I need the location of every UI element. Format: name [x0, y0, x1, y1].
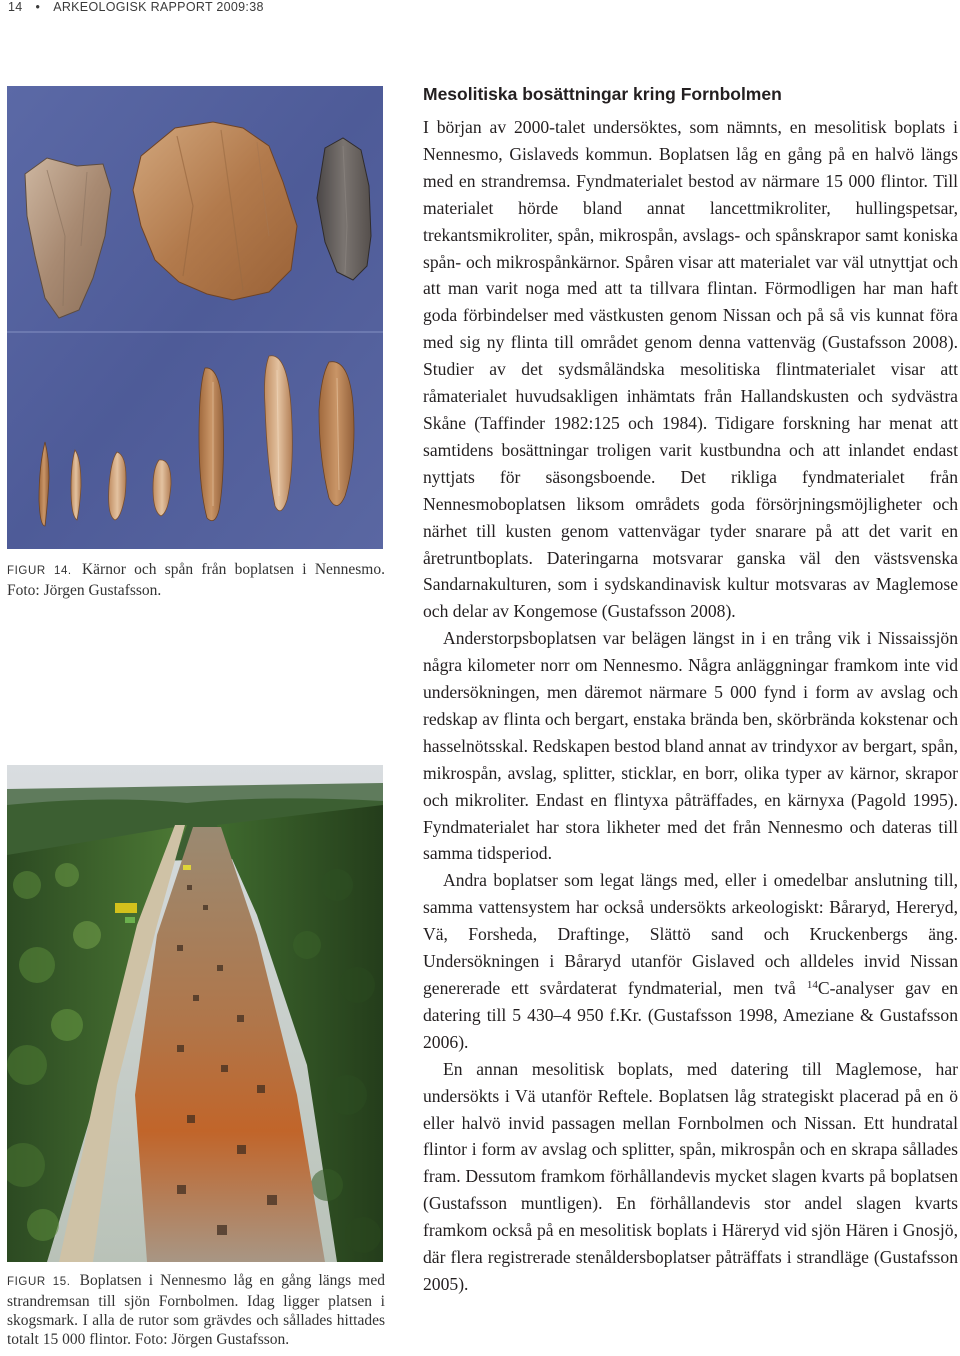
paragraph-2: Anderstorpsboplatsen var belägen längst in i en trång vik i Nissaissjön några kilometer norr om Nennesmo. Några anläggningar framkom inte vid undersökningen, men däremot närmare 5 000 fynd i form av avslag och redskap av flinta och bergart, enstaka brända ben, skörbrända kokstenar och hasselnötsskal. Redskapen bestod bland annat av trindyxor av bergart, spån, mikrospån, avslag, splitter, sticklar, en borr, olika typer av kärnor, skrapor och mikroliter. Endast en flintyxa påträffades, en kärnyxa (Pagold 1995). Fyndmaterialet har stora likheter med det från Nennesmo och dateras till samma tidsperiod. [423, 628, 958, 864]
figure-14-label: FIGUR 14. [7, 565, 72, 577]
running-head [8, 0, 264, 14]
section-heading: Mesolitiska bosättningar kring Fornbolmen [423, 84, 782, 104]
article-column [423, 83, 958, 1298]
figure-15-photo [7, 765, 383, 1262]
site-container [115, 903, 137, 913]
figure-15-caption-text: Boplatsen i Nennesmo låg en gång längs med strandremsan till sjön Fornbolmen. Idag ligger platsen i skogsmark. I alla de rutor som grävdes och sållades hittades totalt 15 000 flintor. Foto: Jörgen Gustafsson. [7, 1272, 385, 1348]
paragraph-3-text-b: C-analyser gav en datering till 5 430–4 950 f.Kr. (Gustafsson 1998, Ameziane & Gustafsson 2006). [423, 978, 958, 1052]
carbon-14-superscript: 14 [806, 979, 818, 991]
flint-blade-5 [199, 368, 224, 521]
paragraph-3 [423, 867, 958, 1055]
running-head-bullet: • [35, 0, 41, 14]
figure-15-label: FIGUR 15. [7, 1276, 71, 1288]
figure-14-caption-text: Kärnor och spån från boplatsen i Nennesmo. Foto: Jörgen Gustafsson. [7, 561, 385, 599]
paragraph-3-text-a: Andra boplatser som legat längs med, eller i omedelbar anslutning till, samma vattensystem har också undersökts arkeologiskt: Båraryd, Hereryd, Vä, Forsheda, Draftinge, Slättö sand och Kruckenbergs äng. Undersökningen i Båraryd utanför Gislaved och alldeles invid Nissan genererade ett svårdaterat fyndmaterial, men två [423, 870, 958, 998]
paragraph-4: En annan mesolitisk boplats, med datering till Maglemose, har undersökts i Vä utanför Reftele. Boplatsen låg strategiskt placerad på en ö eller halvö invid passagen mellan Fornbolmen och Nissan. Ett hundratal flintor i form av avslag och splitter, spån, mikrospån och en skrapa sållades fram. Dessutom framkom förhållandevis mycket slagen kvarts på boplatsen (Gustafsson muntligen). En förhållandevis stor andel slagen kvarts framkom också på en mesolitisk boplats i Häreryd vid sjön Hären i Gnosjö, där flera registrerade stenåldersboplatser påträffats i strandläge (Gustafsson 2005). [423, 1058, 958, 1294]
excavation-aerial-image [7, 765, 383, 1262]
figure-14-caption [7, 560, 385, 600]
flint-tools-image [7, 86, 383, 549]
page-number: 14 [8, 0, 23, 14]
series-title: ARKEOLOGISK RAPPORT 2009:38 [53, 0, 264, 14]
figure-14-photo [7, 86, 383, 549]
paragraph-1: I början av 2000-talet undersöktes, som nämnts, en mesolitisk boplats i Nennesmo, Gislaveds kommun. Boplatsen låg en gång på en halvö längs med en strandremsa. Fyndmaterialet bestod av närmare 15 000 flintor. Till materialet hörde bland annat lancettmikroliter, hullingspetsar, trekantsmikroliter, spån, mikrospån, avslags- och spånskrapor samt koniska spån- och mikrospånkärnor. Spåren visar att materialet var väl utnyttjat och att man varit noga med att ta tillvara flintan. Förmodligen har man haft goda förbindelser med västkusten genom Nissan och på så vis kunnat föra med sig ny flinta till området genom denna vattenväg (Gustafsson 2008). Studier av det sydsmåländska mesolitiska flintmaterialet visar att råmaterialet huvudsakligen inhämtats från Hallandskusten och sydvästra Skåne (Taffinder 1982:125 och 1984). Tidigare forskning har menat att samtidens bosättningar troligen varit kustbundna och att inlandet endast nyttjats för säsongsboende. Det rikliga fyndmaterialet från Nennesmoboplatsen liksom områdets goda försörjningsmöjligheter och närhet till kusten genom vattenvägar tyder snarare på att det varit en åretruntboplats. Dateringarna motsvarar ganska väl den västsvenska Sandarnakulturen, som i sydskandinavisk kultur motsvaras av Maglemose och delar av Kongemose (Gustafsson 2008). [423, 117, 958, 622]
figure-15-caption [7, 1271, 385, 1349]
